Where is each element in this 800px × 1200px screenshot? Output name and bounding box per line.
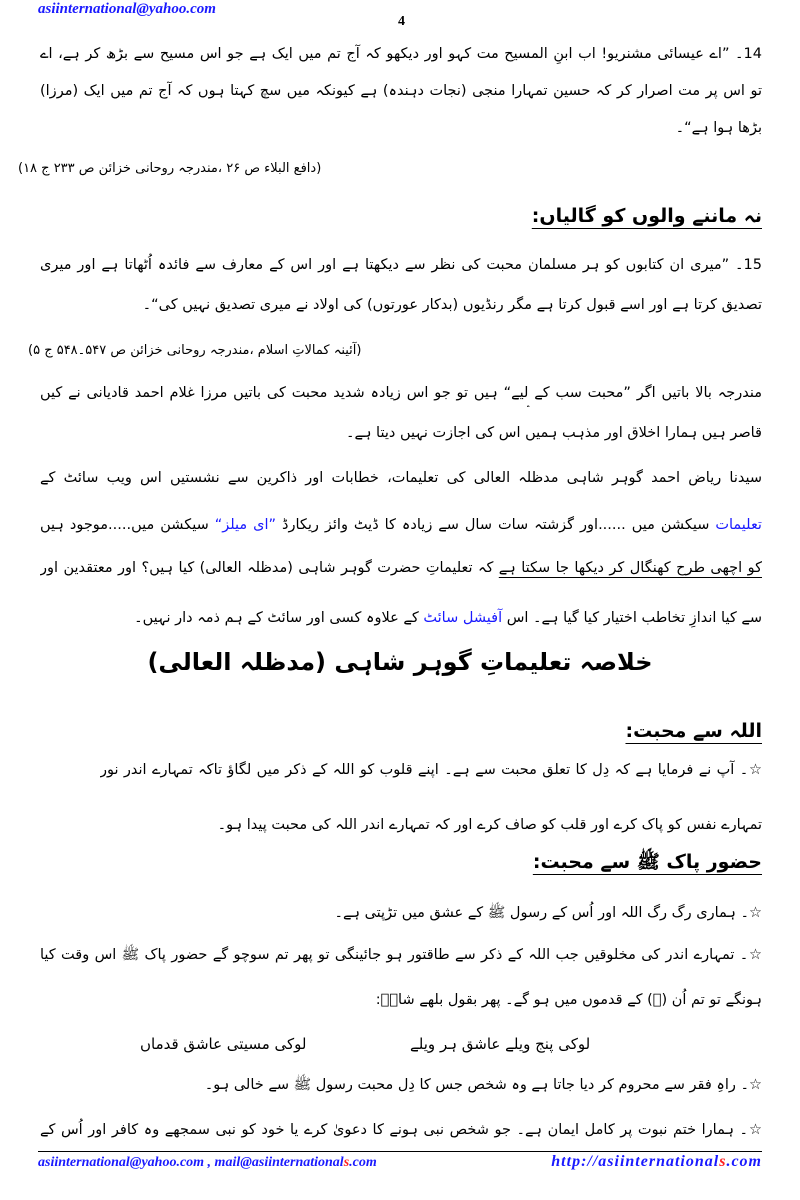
footer-email-text: asiinternational@yahoo.com , mail@asiinternational xyxy=(38,1155,344,1170)
intro-text: سے کیا اندازِ تخاطب اختیار کیا گیا ہے۔ اس xyxy=(502,610,762,626)
quote14-line: تو اس پر مت اصرار کر کہ حسین تمہارا منجی (نجات دہندہ) ہے کیونکہ میں سچ کہتا ہوں کہ آج تم میں ایک (مرزا) xyxy=(40,83,762,99)
teaching-line: ہونگے تو تم اُن (ﷺ) کے قدموں میں ہو گے۔ پھر بقول بلھے شاہؒ: xyxy=(375,992,762,1008)
taleemat-link[interactable]: تعلیمات xyxy=(715,517,762,533)
footer-url-end: .com xyxy=(726,1153,762,1170)
teaching-line: ☆۔ ہمارا ختم نبوت پر کامل ایمان ہے۔ جو شخص نبی ہونے کا دعویٰ کرے یا خود کو نبی سمجھے وہ کافر اور اُس کے xyxy=(40,1122,762,1138)
verse-part-2: لوکی مسیتی عاشق قدماں xyxy=(140,1035,307,1053)
intro-underlined-text: کو اچھی طرح کھنگال کر دیکھا جا سکتا ہے xyxy=(498,560,762,576)
teaching-line: ☆۔ راہِ فقر سے محروم کر دیا جاتا ہے وہ شخص جس کا دِل محبت رسول ﷺ سے خالی ہو۔ xyxy=(204,1077,762,1093)
official-site-link[interactable]: آفیشل سائٹ xyxy=(423,610,503,626)
heading-love-prophet: حضور پاک ﷺ سے محبت: xyxy=(532,851,762,873)
teaching-line: ☆۔ تمہارے اندر کی مخلوقیں جب اللہ کے ذکر سے طاقتور ہو جائینگی تو پھر تم سوچو گے حضور پاک ﷺ اس وقت کیا xyxy=(40,947,762,963)
intro-text: سیکشن میں.....موجود ہیں xyxy=(40,517,209,533)
summary-title: خلاصہ تعلیماتِ گوہر شاہی (مدظلہ العالی) xyxy=(147,648,653,676)
header-email[interactable]: asiinternational@yahoo.com xyxy=(38,1,216,17)
teaching-line: ☆۔ آپ نے فرمایا ہے کہ دِل کا تعلق محبت سے ہے۔ اپنے قلوب کو اللہ کے ذکر میں لگاؤ تاکہ تمہارے اندر نور xyxy=(100,762,762,778)
quote14-line: بڑھا ہوا ہے“۔ xyxy=(675,120,762,136)
intro-line: سیدنا ریاض احمد گوہر شاہی مدظلہ العالی کی تعلیمات، خطابات اور ذاکرین سے نشستیں اس ویب سائٹ کے xyxy=(40,470,762,486)
verse-part-1: لوکی پنج ویلے عاشق ہر ویلے xyxy=(410,1035,591,1053)
quote14-reference: (دافع البلاء ص ۲۶ ،مندرجہ روحانی خزائن ص ۲۳۳ ج ۱۸) xyxy=(18,161,322,176)
intro-text: کہ تعلیماتِ حضرت گوہر شاہی (مدظلہ العالی) کیا ہیں؟ اور معتقدین اور xyxy=(40,560,494,576)
footer-emails[interactable] xyxy=(38,1155,377,1171)
emails-link[interactable]: ”ای میلز“ xyxy=(214,517,277,533)
footer-email-end: .com xyxy=(349,1155,377,1170)
intro-text: کے علاوہ کسی اور سائٹ کے ہم ذمہ دار نہیں۔ xyxy=(134,610,424,626)
comment-line: قاصر ہیں ہمارا اخلاق اور مذہب ہمیں اس کی اجازت نہیں دیتا ہے۔ xyxy=(345,425,762,441)
quote15-reference: (آئینہ کمالاتِ اسلام ،مندرجہ روحانی خزائن ص ۵۴۷۔۵۴۸ ج ۵) xyxy=(28,343,362,358)
intro-text: سیکشن میں ......اور گزشتہ سات سال سے زیادہ کا ڈیٹ وائز ریکارڈ xyxy=(276,517,716,533)
footer-url[interactable] xyxy=(551,1153,762,1171)
quote15-line: 15۔ ”میری ان کتابوں کو ہر مسلمان محبت کی نظر سے دیکھتا ہے اور اس کے معارف سے فائدہ اُٹھاتا ہے اور میری xyxy=(40,257,762,273)
footer-divider xyxy=(38,1151,762,1152)
intro-line xyxy=(40,556,762,582)
footer-url-text: http://asiinternational xyxy=(551,1153,720,1170)
page-number: 4 xyxy=(398,14,405,29)
heading-love-allah: اللہ سے محبت: xyxy=(625,720,762,742)
comment-line: مندرجہ بالا باتیں اگر ”محبت سب کے لیے“ ہیں تو جو اس زیادہ شدید محبت کی باتیں مرزا غلام احمد قادیانی نے کیں xyxy=(40,385,762,401)
quote14-line: 14۔ ”اے عیسائی مشنریو! اب ابنِ المسیح مت کہو اور دیکھو کہ آج تم میں ایک ہے جو اس مسیح سے بڑھ کر ہے، اے xyxy=(40,46,762,62)
teaching-line: ☆۔ ہماری رگ رگ اللہ اور اُس کے رسول ﷺ کے عشق میں تڑپتی ہے۔ xyxy=(334,905,762,921)
footer-url-s: s xyxy=(719,1153,727,1170)
quote15-line: تصدیق کرتا ہے اور اسے قبول کرتا ہے مگر رنڈیوں (بدکار عورتوں) کی اولاد نے میری تصدیق نہیں کی“۔ xyxy=(142,297,762,313)
teaching-line: تمہارے نفس کو پاک کرے اور قلب کو صاف کرے اور کہ تمہارے اندر اللہ کی محبت پیدا ہو۔ xyxy=(217,817,762,833)
intro-line xyxy=(40,606,762,632)
heading-abuse: نہ ماننے والوں کو گالیاں: xyxy=(531,205,762,227)
footer-email-s: s xyxy=(343,1155,350,1170)
intro-line xyxy=(40,513,762,539)
